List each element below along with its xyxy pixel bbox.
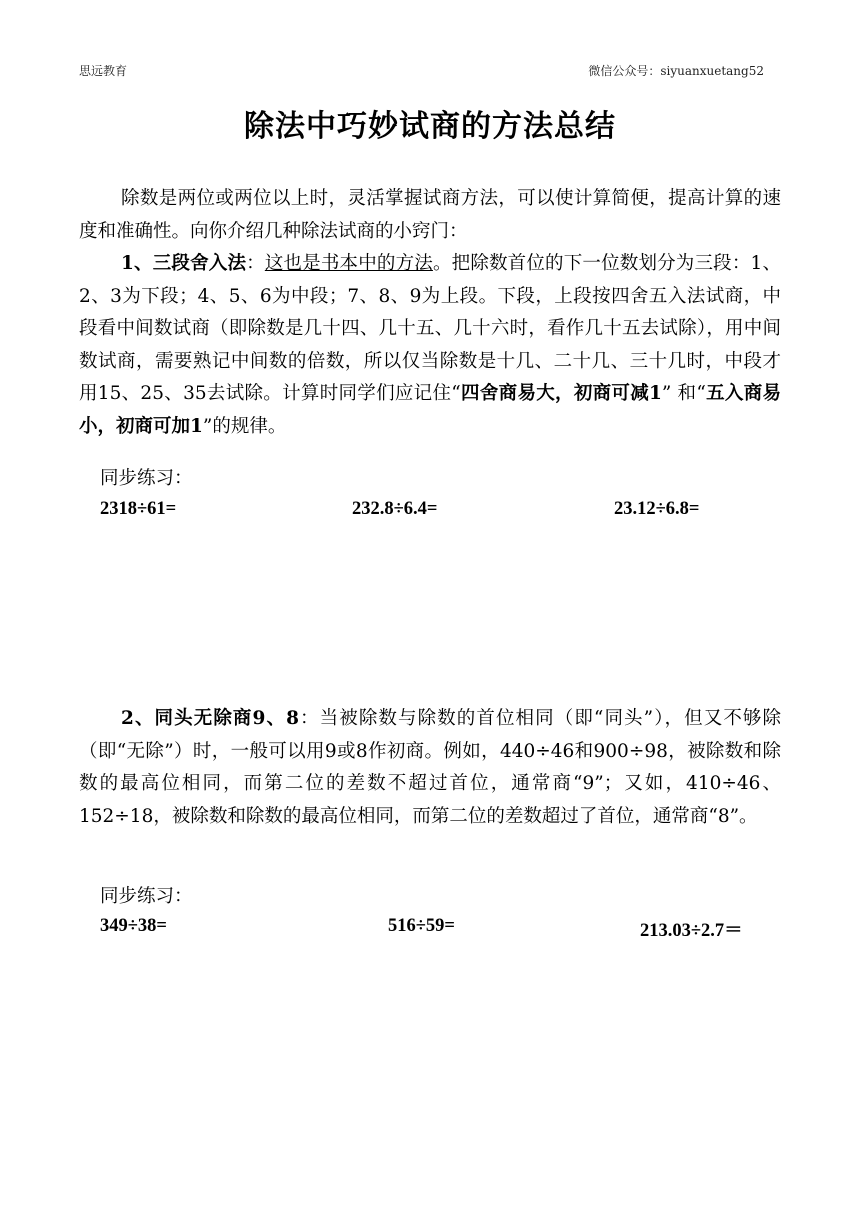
section1-problem-2: 232.8÷6.4=: [352, 499, 438, 519]
document-title: 除法中巧妙试商的方法总结: [244, 109, 616, 144]
section2-practice-label: 同步练习：: [100, 886, 193, 907]
header-brand: 思远教育: [79, 64, 128, 78]
page-header: [79, 62, 764, 79]
section1-paragraph: [79, 248, 781, 443]
section1-note: 这也是书本中的方法: [264, 253, 433, 274]
section1-problem-1: 2318÷61=: [100, 499, 177, 519]
section2-heading: 2、同头无除商9、8: [121, 708, 299, 729]
section2-problem-3: 213.03÷2.7＝: [640, 921, 743, 941]
section2-paragraph: [79, 703, 781, 833]
section1-text-c: ”的规律。: [202, 415, 287, 437]
intro-text: 除数是两位或两位以上时，灵活掌握试商方法，可以使计算简便，提高计算的速度和准确性。向你介绍几种除法试商的小窍门：: [79, 188, 781, 242]
section1-colon: ：: [246, 253, 265, 274]
section1-text-a: 。把除数首位的下一位数划分为三段：1、2、3为下段；4、5、6为中段；7、8、9为上段。下段，上段按四舍五入法试商，中段看中间数试商（即除数是几十四、几十五、几十六时，看作几十五去试除），用中间数试商，需要熟记中间数的倍数，所以仅当除数是十几、二十几、三十几时，中段才用15、25、35去试除。计算时同学们应记住“: [79, 253, 781, 404]
section1-rule1: 四舍商易大，初商可减1: [460, 383, 662, 404]
section1-practice-label: 同步练习：: [100, 468, 193, 489]
section2-text: ：当被除数与除数的首位相同（即“同头”），但又不够除（即“无除”）时，一般可以用9或8作初商。例如，440÷46和900÷98，被除数和除数的最高位相同，而第二位的差数不超过首位，通常商“9”；又如，410÷46、152÷18，被除数和除数的最高位相同，而第二位的差数超过了首位，通常商“8”。: [79, 708, 782, 827]
header-wechat-account: 微信公众号：siyuanxuetang52: [588, 64, 764, 78]
section1-problem-3: 23.12÷6.8=: [614, 499, 700, 519]
section1-heading: 1、三段舍入法: [121, 253, 247, 274]
section2-problem-2: 516÷59=: [388, 916, 455, 936]
section1-rule2: 五入商易小，初商可加1: [79, 383, 782, 437]
section2-problem-1: 349÷38=: [100, 916, 167, 936]
section1-text-b: ” 和“: [661, 383, 706, 404]
intro-paragraph: [79, 183, 781, 248]
